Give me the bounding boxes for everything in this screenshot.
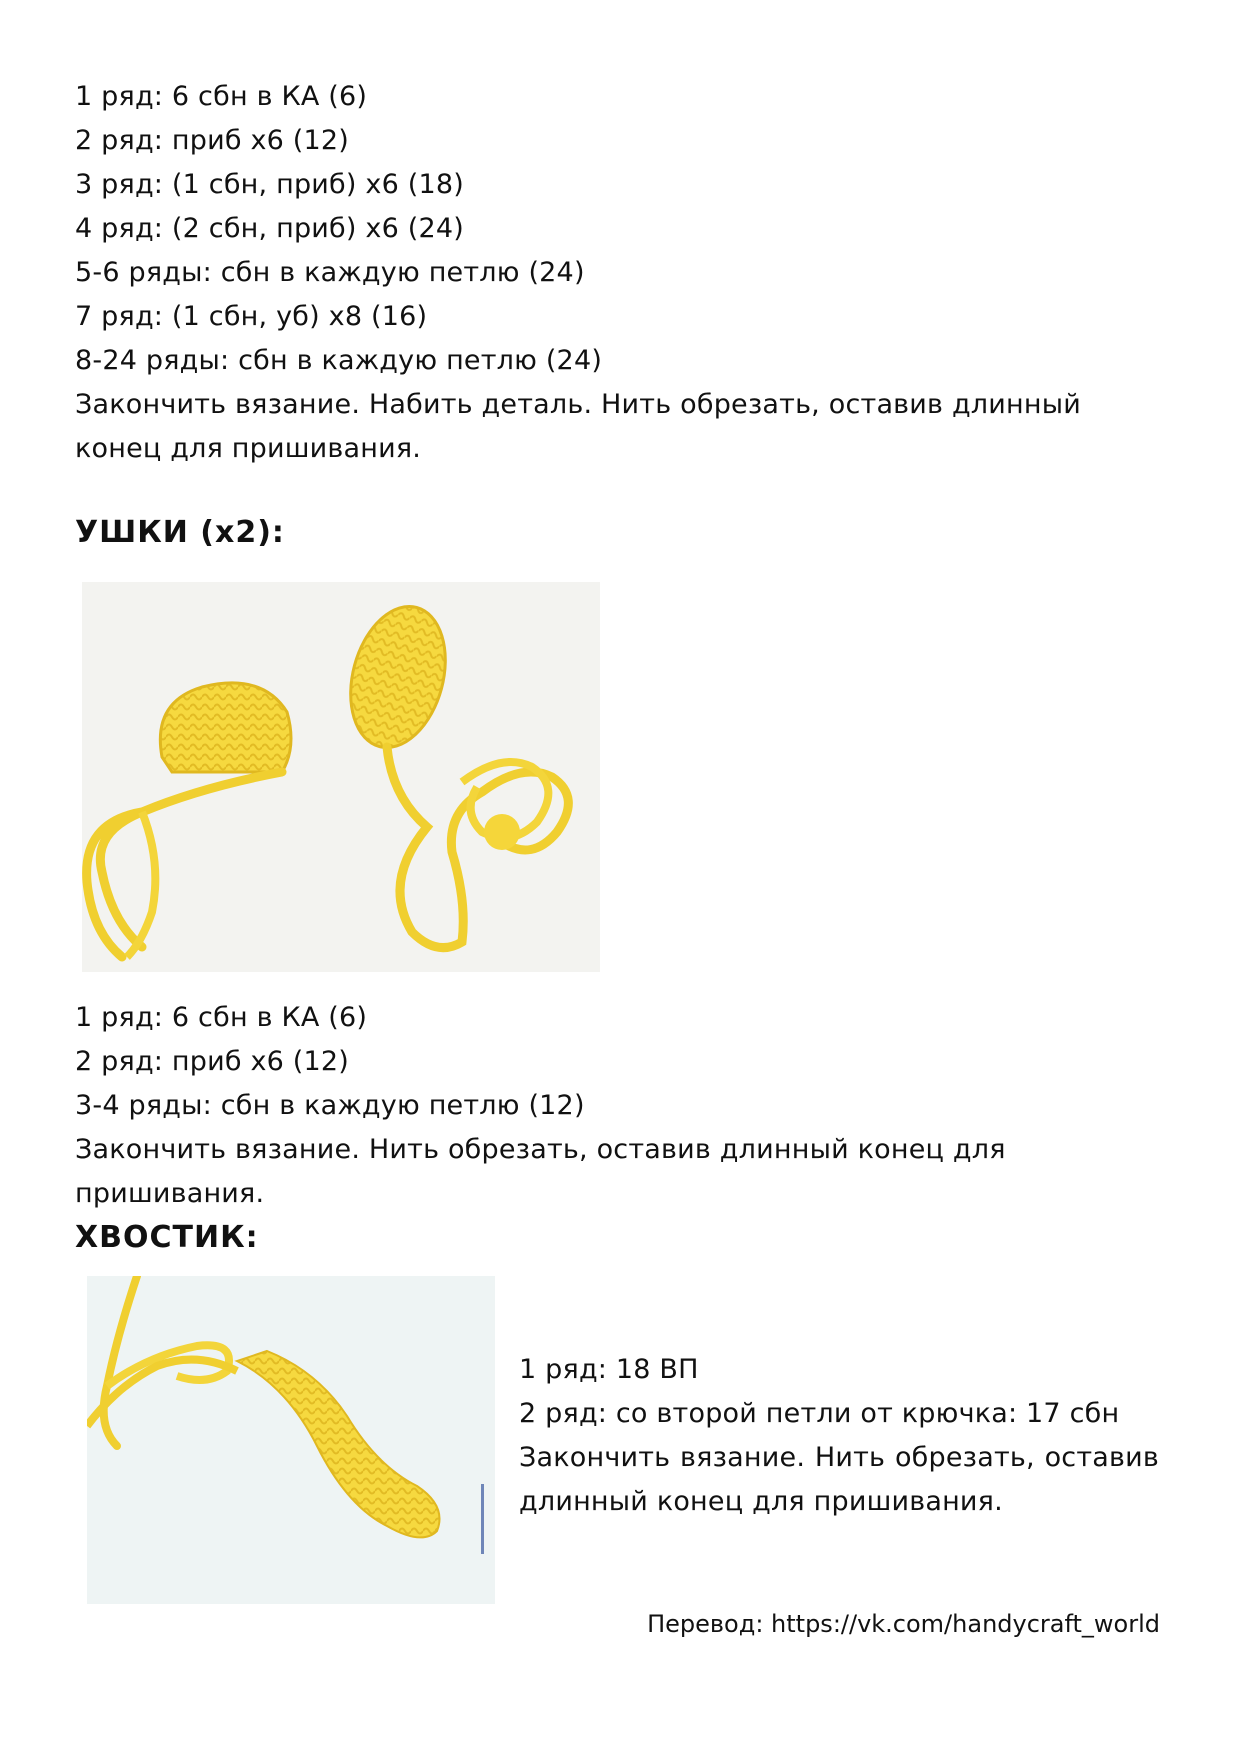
body-section-rows <box>75 75 1170 471</box>
finish-instructions: Закончить вязание. Набить деталь. Нить обрезать, оставив длинный конец для пришивания. <box>75 389 1081 464</box>
row-text: 4 ряд: (2 сбн, приб) х6 (24) <box>75 213 464 244</box>
finish-instructions: Закончить вязание. Нить обрезать, оставив длинный конец для пришивания. <box>519 1442 1159 1517</box>
row-text: 7 ряд: (1 сбн, уб) х8 (16) <box>75 301 428 332</box>
finish-instructions: Закончить вязание. Нить обрезать, оставив длинный конец для пришивания. <box>75 1134 1006 1209</box>
row-text: 2 ряд: со второй петли от крючка: 17 сбн <box>519 1398 1120 1429</box>
row-text: 2 ряд: приб х6 (12) <box>75 125 350 156</box>
row-text: 8-24 ряды: сбн в каждую петлю (24) <box>75 345 603 376</box>
row-text: 1 ряд: 6 сбн в КА (6) <box>75 81 368 112</box>
row-text: 3 ряд: (1 сбн, приб) х6 (18) <box>75 169 464 200</box>
row-text: 5-6 ряды: сбн в каждую петлю (24) <box>75 257 585 288</box>
ears-photo <box>82 582 600 972</box>
row-text: 1 ряд: 6 сбн в КА (6) <box>75 1002 368 1033</box>
row-text: 3-4 ряды: сбн в каждую петлю (12) <box>75 1090 585 1121</box>
row-text: 2 ряд: приб х6 (12) <box>75 1046 350 1077</box>
translation-credit: Перевод: https://vk.com/handycraft_world <box>647 1610 1160 1638</box>
row-text: 1 ряд: 18 ВП <box>519 1354 699 1385</box>
tail-photo <box>87 1276 495 1604</box>
ears-rows <box>75 996 1175 1216</box>
tail-rows <box>519 1348 1159 1524</box>
ears-heading: УШКИ (х2): <box>75 515 285 550</box>
tail-heading: ХВОСТИК: <box>75 1220 259 1255</box>
